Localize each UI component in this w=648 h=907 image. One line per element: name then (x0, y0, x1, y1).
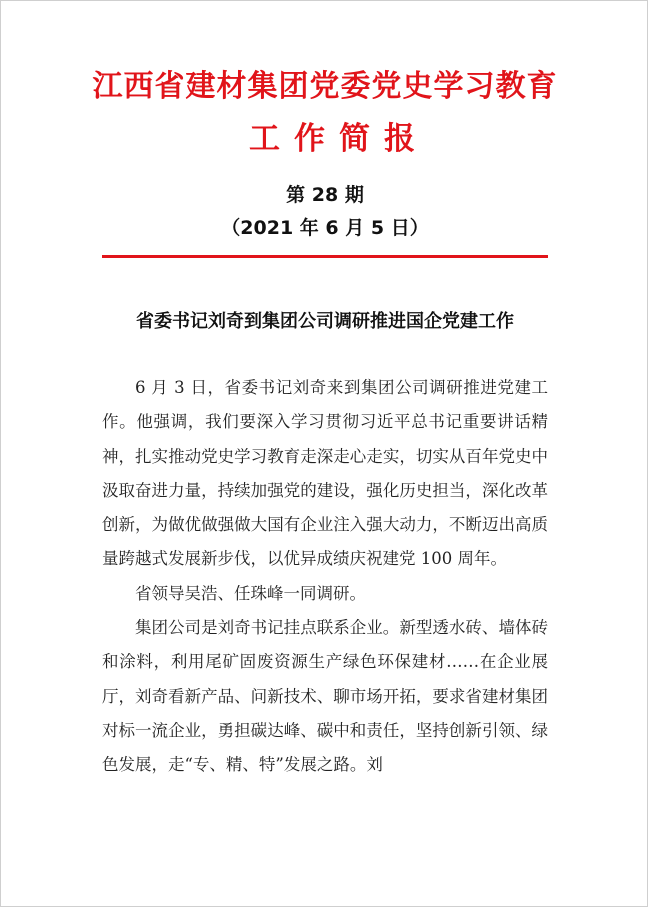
bulletin-subtitle: 工作简报 (249, 121, 429, 157)
issue-date: （2021 年 6 月 5 日） (221, 217, 429, 239)
paragraph: 集团公司是刘奇书记挂点联系企业。新型透水砖、墙体砖和涂料，利用尾矿固废资源生产绿色环保建材……在企业展厅，刘奇看新产品、问新技术、聊市场开拓，要求省建材集团对标一流企业，勇担碳达峰、碳中和责任，坚持创新引领、绿色发展，走“专、精、特”发展之路。刘 (102, 618, 548, 775)
header-divider (102, 255, 548, 258)
article-headline: 省委书记刘奇到集团公司调研推进国企党建工作 (136, 311, 514, 332)
article-body (102, 371, 548, 783)
paragraph: 6 月 3 日，省委书记刘奇来到集团公司调研推进党建工作。他强调，我们要深入学习贯彻习近平总书记重要讲话精神，扎实推动党史学习教育走深走心走实，切实从百年党史中汲取奋进力量，持续加强党的建设，强化历史担当，深化改革创新，为做优做强做大国有企业注入强大动力，不断迈出高质量跨越式发展新步伐，以优异成绩庆祝建党 100 周年。 (102, 378, 548, 569)
paragraph: 省领导吴浩、任珠峰一同调研。 (135, 583, 366, 603)
bulletin-title: 江西省建材集团党委党史学习教育 (92, 69, 558, 104)
issue-number: 第 28 期 (286, 184, 364, 206)
